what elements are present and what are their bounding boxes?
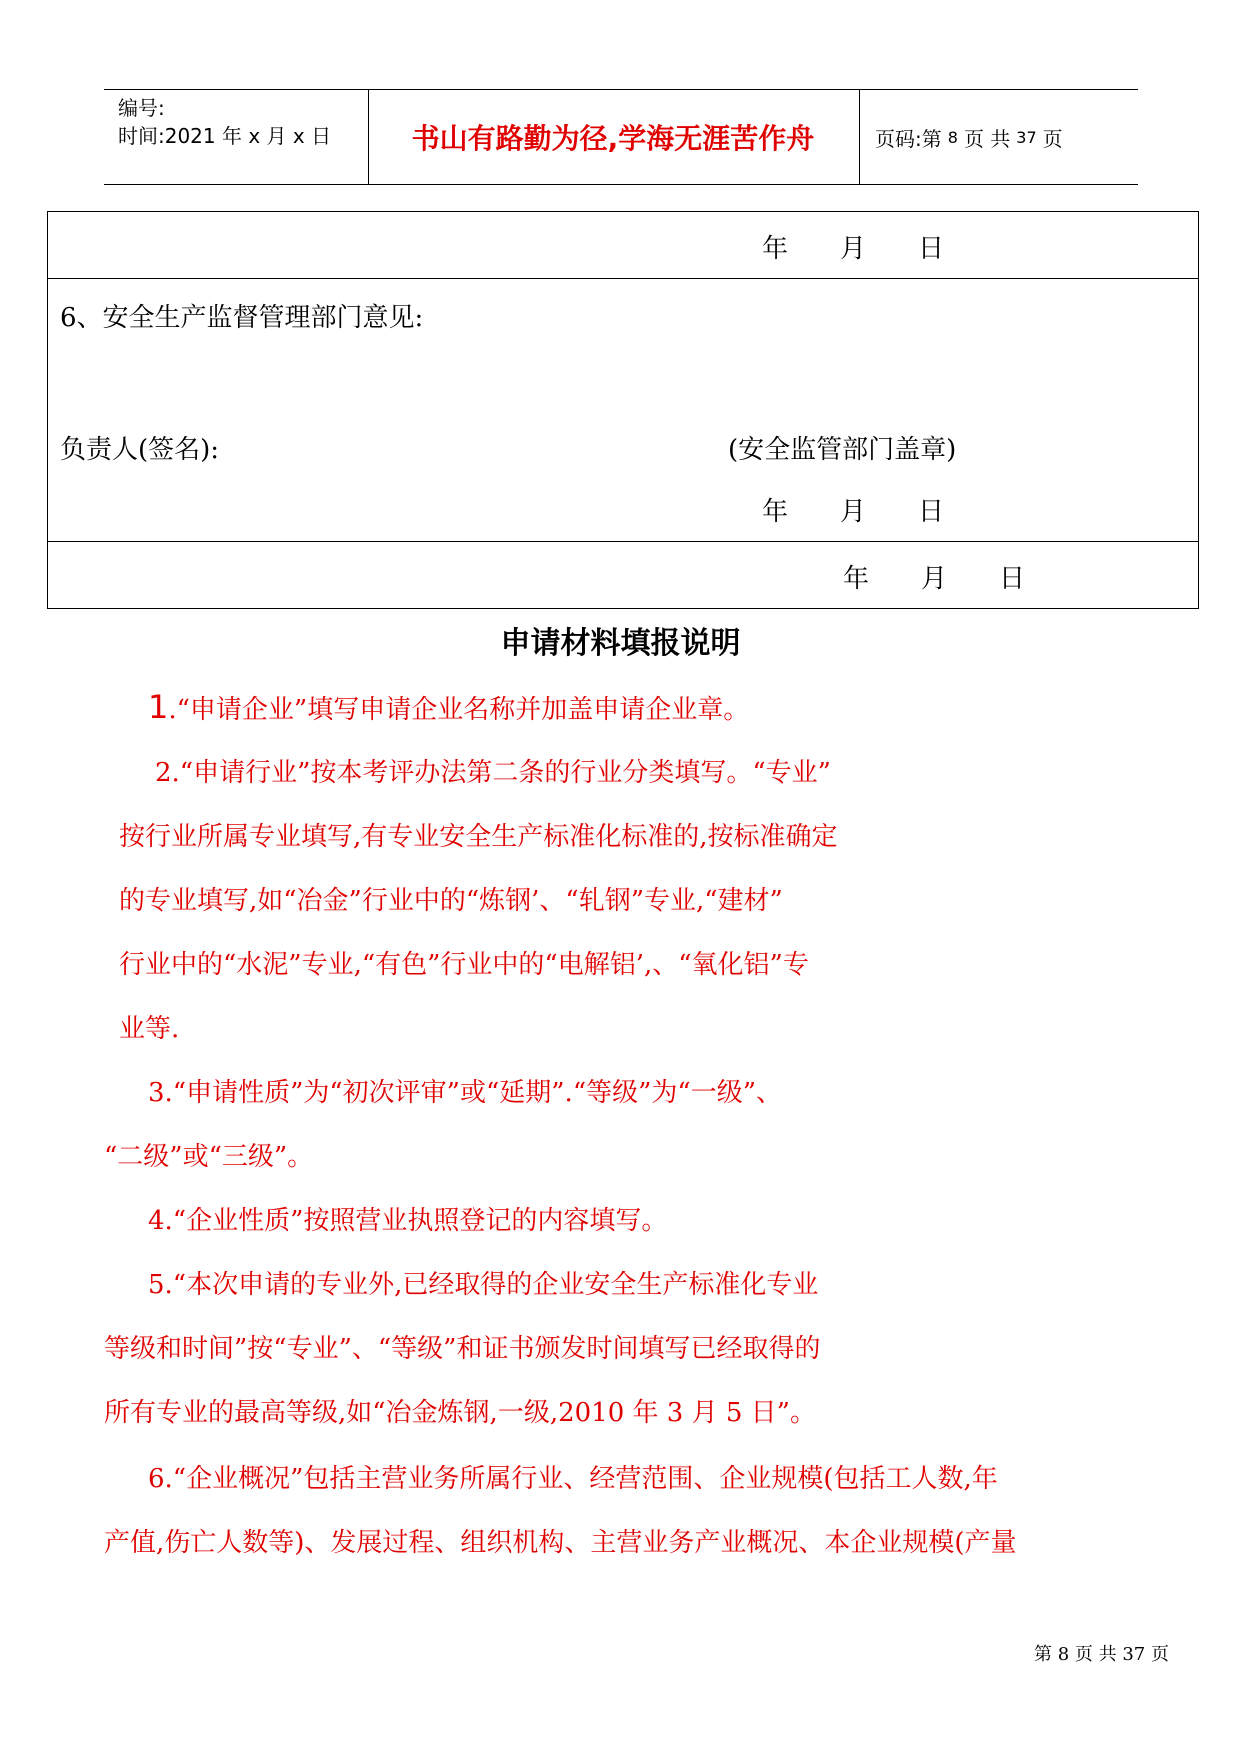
page-prefix: 页码:第: [875, 126, 942, 151]
page-header: [104, 89, 1138, 185]
header-left: [118, 94, 331, 150]
page-num: 8: [947, 127, 958, 147]
number-label: 编号:: [118, 96, 165, 120]
date-line: 年 月 日: [843, 564, 1026, 594]
date-line: 年 月 日: [762, 234, 945, 264]
page-total: 37: [1016, 127, 1037, 147]
stamp-label: (安全监管部门盖章): [728, 435, 957, 465]
page-mid: 页 共: [963, 126, 1011, 151]
header-page-number: [859, 90, 1063, 184]
section6-title: 6、安全生产监督管理部门意见:: [60, 303, 424, 333]
instruction-line: 2.“申请行业”按本考评办法第二条的行业分类填写。“专业”: [155, 758, 831, 788]
date-line: 年 月 日: [762, 497, 945, 527]
form-row-date: [48, 212, 1198, 279]
instruction-line: 业等.: [119, 1014, 180, 1044]
instruction-line: 等级和时间”按“专业”、“等级”和证书颁发时间填写已经取得的: [104, 1334, 821, 1364]
instruction-line: 3.“申请性质”为“初次评审”或“延期”.“等级”为“一级”、: [148, 1078, 782, 1108]
page-footer: 第 8 页 共 37 页: [1034, 1644, 1169, 1665]
instruction-line: 4.“企业性质”按照营业执照登记的内容填写。: [148, 1206, 668, 1236]
instruction-line: 的专业填写,如“冶金”行业中的“炼钢’、“轧钢”专业,“建材”: [119, 886, 783, 916]
instruction-line: 6.“企业概况”包括主营业务所属行业、经营范围、企业规模(包括工人数,年: [148, 1464, 998, 1494]
form-row-section6: [48, 279, 1198, 542]
time-label: 时间:2021 年 x 月 x 日: [118, 124, 332, 148]
signer-label: 负责人(签名):: [60, 435, 220, 465]
instruction-line: 按行业所属专业填写,有专业安全生产标准化标准的,按标准确定: [119, 822, 838, 852]
instruction-line: 5.“本次申请的专业外,已经取得的企业安全生产标准化专业: [148, 1270, 819, 1300]
item-number: 1: [148, 688, 169, 726]
instruction-line: 产值,伤亡人数等)、发展过程、组织机构、主营业务产业概况、本企业规模(产量: [104, 1528, 1017, 1558]
instruction-line: 所有专业的最高等级,如“冶金炼钢,一级,2010 年 3 月 5 日”。: [104, 1398, 816, 1428]
header-motto: 书山有路勤为径,学海无涯苦作舟: [411, 122, 815, 155]
page-suffix: 页: [1042, 126, 1063, 151]
form-row-date: [48, 542, 1198, 608]
instructions-title: 申请材料填报说明: [500, 626, 741, 661]
instruction-line: “二级”或“三级”。: [104, 1142, 314, 1172]
instruction-line: 行业中的“水泥”专业,“有色”行业中的“电解铝’,、“氧化铝”专: [119, 950, 809, 980]
opinion-form: [47, 211, 1199, 609]
item-text: .“申请企业”填写申请企业名称并加盖申请企业章。: [168, 695, 750, 725]
instruction-line: [148, 688, 749, 726]
